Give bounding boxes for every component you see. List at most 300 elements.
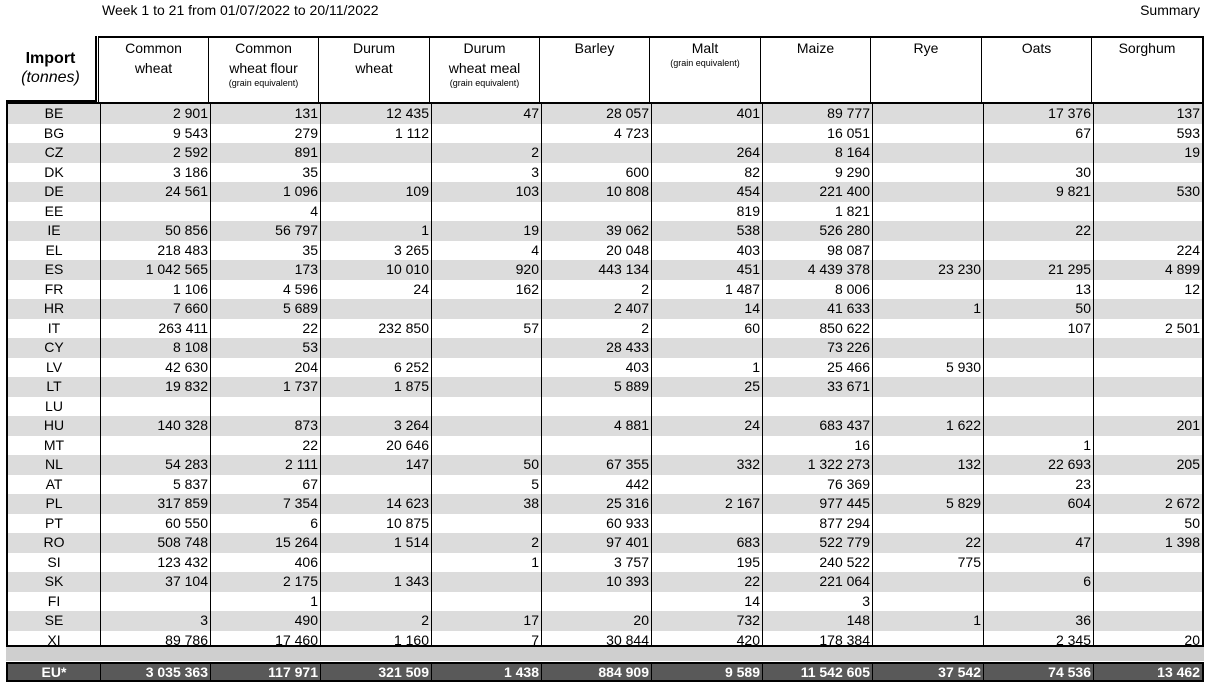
- report-subtitle: Week 1 to 21 from 01/07/2022 to 20/11/2022: [102, 2, 379, 18]
- table-row: [8, 280, 1202, 300]
- table-cell: [872, 592, 983, 612]
- table-cell: [1093, 358, 1202, 378]
- table-cell: 50: [1093, 514, 1202, 534]
- table-row: [8, 553, 1202, 573]
- table-cell: 4: [210, 202, 320, 222]
- country-code: FR: [44, 280, 64, 297]
- table-cell: 73 226: [762, 338, 872, 358]
- table-cell: 56 797: [210, 221, 320, 241]
- table-cell: 5 837: [100, 475, 210, 495]
- table-cell: [431, 299, 541, 319]
- table-cell: [983, 143, 1093, 163]
- total-cell: 1 438: [431, 664, 541, 680]
- table-row: [8, 436, 1202, 456]
- table-cell: [1093, 397, 1202, 417]
- table-cell: 205: [1093, 455, 1202, 475]
- table-cell: 12: [1093, 280, 1202, 300]
- table-cell: [872, 436, 983, 456]
- table-cell: 1: [651, 358, 762, 378]
- table-cell: 28 057: [541, 104, 651, 124]
- table-cell: [1093, 475, 1202, 495]
- table-cell: 17 460: [210, 631, 320, 651]
- country-code: LT: [46, 378, 62, 394]
- table-cell: 35: [210, 163, 320, 183]
- table-cell: 22: [210, 436, 320, 456]
- table-cell: [541, 592, 651, 612]
- table-cell: 5 829: [872, 494, 983, 514]
- table-cell: 1 514: [320, 533, 431, 553]
- table-cell: 508 748: [100, 533, 210, 553]
- table-cell: 3 186: [100, 163, 210, 183]
- table-cell: 1 042 565: [100, 260, 210, 280]
- table-cell: 39 062: [541, 221, 651, 241]
- table-cell: 1 487: [651, 280, 762, 300]
- table-cell: 132: [872, 455, 983, 475]
- table-row: [8, 611, 1202, 631]
- column-header: [1091, 36, 1204, 102]
- table-cell: [320, 553, 431, 573]
- table-cell: 12 435: [320, 104, 431, 124]
- table-row: [8, 572, 1202, 592]
- table-cell: 8 164: [762, 143, 872, 163]
- table-cell: 140 328: [100, 416, 210, 436]
- table-cell: [431, 377, 541, 397]
- table-cell: 775: [872, 553, 983, 573]
- table-cell: [1093, 592, 1202, 612]
- table-cell: 2: [431, 533, 541, 553]
- table-cell: [320, 202, 431, 222]
- table-cell: 15 264: [210, 533, 320, 553]
- table-cell: 38: [431, 494, 541, 514]
- table-cell: 10 808: [541, 182, 651, 202]
- table-cell: 24 561: [100, 182, 210, 202]
- table-cell: 4 723: [541, 124, 651, 144]
- table-cell: 14 623: [320, 494, 431, 514]
- table-cell: [651, 514, 762, 534]
- table-cell: 10 393: [541, 572, 651, 592]
- table-cell: [872, 377, 983, 397]
- table-cell: 221 400: [762, 182, 872, 202]
- table-cell: 3 757: [541, 553, 651, 573]
- table-cell: 2 175: [210, 572, 320, 592]
- table-cell: [983, 338, 1093, 358]
- column-header: [98, 36, 208, 102]
- table-cell: [983, 592, 1093, 612]
- table-cell: 2: [541, 280, 651, 300]
- table-cell: [651, 124, 762, 144]
- column-header-line1: Common: [125, 40, 182, 56]
- table-cell: 19 832: [100, 377, 210, 397]
- table-cell: 2 345: [983, 631, 1093, 651]
- table-cell: 10 010: [320, 260, 431, 280]
- country-code: ES: [44, 261, 64, 277]
- table-cell: 891: [210, 143, 320, 163]
- table-cell: 30: [983, 163, 1093, 183]
- country-code: RO: [43, 534, 65, 550]
- table-cell: [210, 397, 320, 417]
- table-cell: 36: [983, 611, 1093, 631]
- table-cell: 22: [210, 319, 320, 339]
- table-cell: 1 322 273: [762, 455, 872, 475]
- table-cell: 19: [431, 221, 541, 241]
- column-header-note: (grain equivalent): [449, 78, 520, 88]
- total-cell: 884 909: [541, 664, 651, 680]
- table-cell: 2: [541, 319, 651, 339]
- column-header-line2: wheat: [355, 60, 393, 76]
- table-cell: 7: [431, 631, 541, 651]
- table-cell: 1 096: [210, 182, 320, 202]
- table-row: [8, 299, 1202, 319]
- total-cell: 9 589: [651, 664, 762, 680]
- table-cell: 526 280: [762, 221, 872, 241]
- table-cell: 2 167: [651, 494, 762, 514]
- table-cell: 1 398: [1093, 533, 1202, 553]
- table-cell: 1: [210, 592, 320, 612]
- table-cell: 877 294: [762, 514, 872, 534]
- table-cell: 35: [210, 241, 320, 261]
- total-cell: 74 536: [983, 664, 1093, 680]
- table-cell: [320, 163, 431, 183]
- table-cell: [872, 163, 983, 183]
- table-cell: 221 064: [762, 572, 872, 592]
- table-cell: 403: [541, 358, 651, 378]
- table-cell: [651, 338, 762, 358]
- country-code: SI: [47, 553, 61, 570]
- table-cell: [872, 124, 983, 144]
- table-cell: 89 777: [762, 104, 872, 124]
- table-cell: [1093, 611, 1202, 631]
- table-cell: [100, 592, 210, 612]
- table-cell: [1093, 338, 1202, 358]
- table-cell: 22: [983, 221, 1093, 241]
- table-row: [8, 377, 1202, 397]
- table-cell: [1093, 377, 1202, 397]
- table-cell: 97 401: [541, 533, 651, 553]
- table-cell: 16: [762, 436, 872, 456]
- table-cell: 41 633: [762, 299, 872, 319]
- column-header-line1: Durum: [352, 40, 395, 56]
- table-cell: 317 859: [100, 494, 210, 514]
- table-row: [8, 260, 1202, 280]
- table-row: [8, 163, 1202, 183]
- table-cell: 23 230: [872, 260, 983, 280]
- table-cell: 10 875: [320, 514, 431, 534]
- table-cell: [431, 397, 541, 417]
- table-cell: [872, 143, 983, 163]
- table-cell: [1093, 553, 1202, 573]
- table-cell: 443 134: [541, 260, 651, 280]
- table-cell: 4: [431, 241, 541, 261]
- table-cell: [541, 202, 651, 222]
- country-code: DE: [44, 183, 64, 199]
- table-cell: [872, 280, 983, 300]
- column-header: [318, 36, 429, 102]
- table-cell: 2: [320, 611, 431, 631]
- table-cell: 22: [651, 572, 762, 592]
- country-code: CZ: [44, 144, 64, 160]
- table-cell: [431, 572, 541, 592]
- table-cell: 401: [651, 104, 762, 124]
- country-code: SK: [44, 573, 64, 589]
- country-code: FI: [47, 592, 61, 609]
- table-cell: 977 445: [762, 494, 872, 514]
- table-cell: [541, 397, 651, 417]
- table-cell: 33 671: [762, 377, 872, 397]
- table-cell: 819: [651, 202, 762, 222]
- table-cell: 7 660: [100, 299, 210, 319]
- table-cell: [651, 397, 762, 417]
- table-cell: [541, 143, 651, 163]
- table-cell: 53: [210, 338, 320, 358]
- table-cell: 9 821: [983, 182, 1093, 202]
- total-cell: 13 462: [1093, 664, 1202, 680]
- table-cell: [431, 514, 541, 534]
- table-cell: 25 316: [541, 494, 651, 514]
- table-cell: 19: [1093, 143, 1202, 163]
- table-cell: 20: [541, 611, 651, 631]
- total-cell: 11 542 605: [762, 664, 872, 680]
- table-row: [8, 416, 1202, 436]
- column-header-line2: wheat flour: [229, 60, 298, 76]
- country-code: EL: [45, 241, 63, 258]
- table-cell: 60 933: [541, 514, 651, 534]
- table-cell: 67 355: [541, 455, 651, 475]
- table-cell: [983, 358, 1093, 378]
- import-table: [6, 102, 1204, 647]
- table-cell: [872, 182, 983, 202]
- table-cell: 131: [210, 104, 320, 124]
- table-cell: 451: [651, 260, 762, 280]
- table-cell: [100, 202, 210, 222]
- country-code: PT: [45, 514, 63, 531]
- table-cell: 50: [431, 455, 541, 475]
- country-code: DK: [44, 163, 64, 180]
- table-cell: 89 786: [100, 631, 210, 651]
- table-cell: [431, 202, 541, 222]
- table-cell: [431, 436, 541, 456]
- country-code: LU: [45, 397, 63, 414]
- table-row: [8, 221, 1202, 241]
- table-cell: 54 283: [100, 455, 210, 475]
- table-cell: 403: [651, 241, 762, 261]
- table-cell: [651, 436, 762, 456]
- column-header-note: (grain equivalent): [670, 58, 740, 68]
- column-header-line2: wheat meal: [448, 60, 521, 76]
- table-cell: 2: [431, 143, 541, 163]
- column-header: [429, 36, 539, 102]
- country-code: XI: [47, 631, 61, 648]
- table-cell: [872, 475, 983, 495]
- table-cell: 13: [983, 280, 1093, 300]
- table-row: [8, 241, 1202, 261]
- table-cell: 201: [1093, 416, 1202, 436]
- table-cell: 683 437: [762, 416, 872, 436]
- table-cell: 683: [651, 533, 762, 553]
- table-cell: 1 343: [320, 572, 431, 592]
- country-code: MT: [43, 436, 65, 453]
- table-cell: 240 522: [762, 553, 872, 573]
- table-cell: [431, 124, 541, 144]
- table-cell: 4 899: [1093, 260, 1202, 280]
- column-header-line1: Durum: [463, 40, 506, 56]
- table-cell: [100, 436, 210, 456]
- table-cell: 57: [431, 319, 541, 339]
- table-cell: [872, 338, 983, 358]
- table-cell: 9 290: [762, 163, 872, 183]
- table-cell: 5 930: [872, 358, 983, 378]
- table-cell: 5: [431, 475, 541, 495]
- column-header: [208, 36, 318, 102]
- table-cell: 593: [1093, 124, 1202, 144]
- country-code: LV: [45, 358, 63, 375]
- table-cell: 7 354: [210, 494, 320, 514]
- table-cell: 1 737: [210, 377, 320, 397]
- table-cell: 3: [762, 592, 872, 612]
- table-cell: 4 881: [541, 416, 651, 436]
- column-header-line1: Malt: [691, 40, 719, 56]
- table-cell: 17 376: [983, 104, 1093, 124]
- table-cell: 3 265: [320, 241, 431, 261]
- table-cell: 178 384: [762, 631, 872, 651]
- table-cell: 263 411: [100, 319, 210, 339]
- table-cell: 123 432: [100, 553, 210, 573]
- table-cell: 8 108: [100, 338, 210, 358]
- table-cell: [431, 592, 541, 612]
- column-header-line1: Barley: [574, 40, 615, 56]
- table-cell: [320, 592, 431, 612]
- column-header: [760, 36, 870, 102]
- column-header-line1: Sorghum: [1118, 40, 1176, 56]
- table-cell: 17: [431, 611, 541, 631]
- column-header: [539, 36, 649, 102]
- table-cell: [983, 416, 1093, 436]
- table-cell: [431, 338, 541, 358]
- table-cell: 14: [651, 592, 762, 612]
- table-cell: [872, 319, 983, 339]
- table-cell: [320, 299, 431, 319]
- table-cell: 1: [431, 553, 541, 573]
- table-cell: 103: [431, 182, 541, 202]
- table-cell: 3 264: [320, 416, 431, 436]
- table-row: [8, 124, 1202, 144]
- table-cell: 98 087: [762, 241, 872, 261]
- table-cell: 5 889: [541, 377, 651, 397]
- column-header-line1: Maize: [796, 40, 835, 56]
- summary-label: Summary: [1140, 2, 1200, 18]
- table-cell: 6: [983, 572, 1093, 592]
- table-row: [8, 182, 1202, 202]
- table-cell: 1 875: [320, 377, 431, 397]
- country-code: SE: [44, 612, 64, 628]
- table-cell: 109: [320, 182, 431, 202]
- table-cell: 3: [100, 611, 210, 631]
- table-cell: 1 106: [100, 280, 210, 300]
- table-cell: 2 592: [100, 143, 210, 163]
- table-cell: [872, 241, 983, 261]
- table-cell: 530: [1093, 182, 1202, 202]
- table-cell: 24: [320, 280, 431, 300]
- country-code: HR: [43, 300, 65, 316]
- column-header: [649, 36, 760, 102]
- table-cell: 60: [651, 319, 762, 339]
- table-cell: 2 501: [1093, 319, 1202, 339]
- table-cell: 20 048: [541, 241, 651, 261]
- table-cell: [1093, 436, 1202, 456]
- table-row: [8, 455, 1202, 475]
- table-cell: [1093, 163, 1202, 183]
- table-cell: [872, 572, 983, 592]
- table-cell: 76 369: [762, 475, 872, 495]
- table-cell: 1: [983, 436, 1093, 456]
- table-row: [8, 494, 1202, 514]
- table-cell: 873: [210, 416, 320, 436]
- table-gap: [6, 647, 1204, 661]
- country-code: CY: [44, 339, 64, 355]
- table-cell: 4 439 378: [762, 260, 872, 280]
- table-cell: 50: [983, 299, 1093, 319]
- country-code: IE: [47, 222, 61, 238]
- table-cell: 47: [431, 104, 541, 124]
- table-cell: 67: [210, 475, 320, 495]
- table-cell: 232 850: [320, 319, 431, 339]
- table-row: [8, 533, 1202, 553]
- import-label: Import: [25, 50, 76, 67]
- table-cell: [1093, 221, 1202, 241]
- country-code: BE: [44, 105, 64, 121]
- table-cell: 50 856: [100, 221, 210, 241]
- country-code: EE: [44, 202, 64, 219]
- table-cell: 406: [210, 553, 320, 573]
- table-cell: 538: [651, 221, 762, 241]
- table-cell: 173: [210, 260, 320, 280]
- table-cell: [872, 514, 983, 534]
- table-cell: 1 160: [320, 631, 431, 651]
- table-cell: [872, 221, 983, 241]
- table-cell: [320, 475, 431, 495]
- table-cell: 25: [651, 377, 762, 397]
- table-row: [8, 143, 1202, 163]
- column-header-line1: Common: [235, 40, 292, 56]
- country-code: NL: [45, 456, 63, 472]
- table-cell: 25 466: [762, 358, 872, 378]
- column-header-line1: Oats: [1021, 40, 1052, 56]
- table-cell: [872, 397, 983, 417]
- table-cell: 522 779: [762, 533, 872, 553]
- table-row: [8, 592, 1202, 612]
- column-header: [870, 36, 981, 102]
- table-cell: [983, 553, 1093, 573]
- table-cell: 3: [431, 163, 541, 183]
- table-cell: 1 622: [872, 416, 983, 436]
- table-cell: [320, 143, 431, 163]
- table-cell: [1093, 202, 1202, 222]
- table-row: [8, 338, 1202, 358]
- table-cell: [1093, 572, 1202, 592]
- total-cell: 3 035 363: [100, 664, 210, 680]
- table-cell: [1093, 299, 1202, 319]
- table-cell: [651, 475, 762, 495]
- table-row: [8, 475, 1202, 495]
- table-cell: 218 483: [100, 241, 210, 261]
- country-code: HU: [43, 417, 65, 433]
- country-code: IT: [47, 319, 61, 336]
- table-cell: 9 543: [100, 124, 210, 144]
- table-cell: 1 821: [762, 202, 872, 222]
- table-cell: 1: [320, 221, 431, 241]
- table-cell: [541, 436, 651, 456]
- total-cell: 37 542: [872, 664, 983, 680]
- table-cell: [431, 416, 541, 436]
